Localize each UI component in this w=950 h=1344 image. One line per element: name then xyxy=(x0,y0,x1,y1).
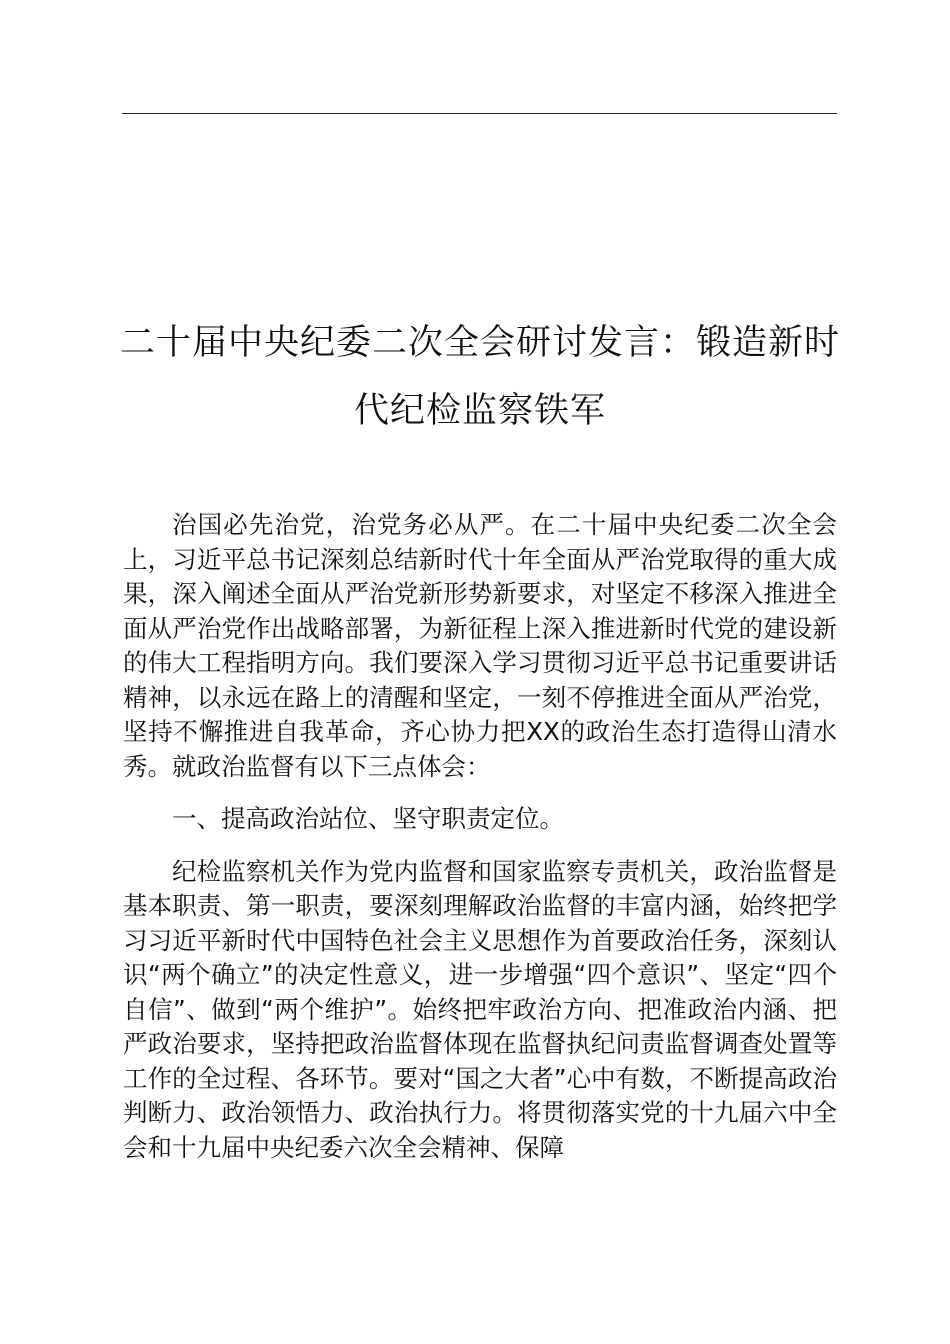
section-heading-1: 一、提高政治站位、坚守职责定位。 xyxy=(172,804,564,833)
document-title xyxy=(110,309,850,445)
intro-paragraph: 治国必先治党，治党务必从严。在二十届中央纪委二次全会上，习近平总书记深刻总结新时代十年全面从严治党取得的重大成果，深入阐述全面从严治党新形势新要求，对坚定不移深入推进全面从严治党作出战略部署，为新征程上深入推进新时代党的建设新的伟大工程指明方向。我们要深入学习贯彻习近平总书记重要讲话精神，以永远在路上的清醒和坚定，一刻不停推进全面从严治党，坚持不懈推进自我革命，齐心协力把XX的政治生态打造得山清水秀。就政治监督有以下三点体会： xyxy=(123,510,837,781)
title-line-2: 代纪检监察铁军 xyxy=(353,391,606,431)
header-rule xyxy=(122,113,837,114)
section-1-paragraph: 纪检监察机关作为党内监督和国家监察专责机关，政治监督是基本职责、第一职责，要深刻理解政治监督的丰富内涵，始终把学习习近平新时代中国特色社会主义思想作为首要政治任务，深刻认识“两个确立”的决定性意义，进一步增强“四个意识”、坚定“四个自信”、做到“两个维护”。始终把牢政治方向、把准政治内涵、把严政治要求，坚持把政治监督体现在监督执纪问责监督调查处置等工作的全过程、各环节。要对“国之大者”心中有数，不断提高政治判断力、政治领悟力、政治执行力。将贯彻落实党的十九届六中全会和十九届中央纪委六次全会精神、保障 xyxy=(123,856,837,1162)
document-body xyxy=(123,508,837,1165)
title-line-1: 二十届中央纪委二次全会研讨发言：锻造新时 xyxy=(119,323,840,363)
